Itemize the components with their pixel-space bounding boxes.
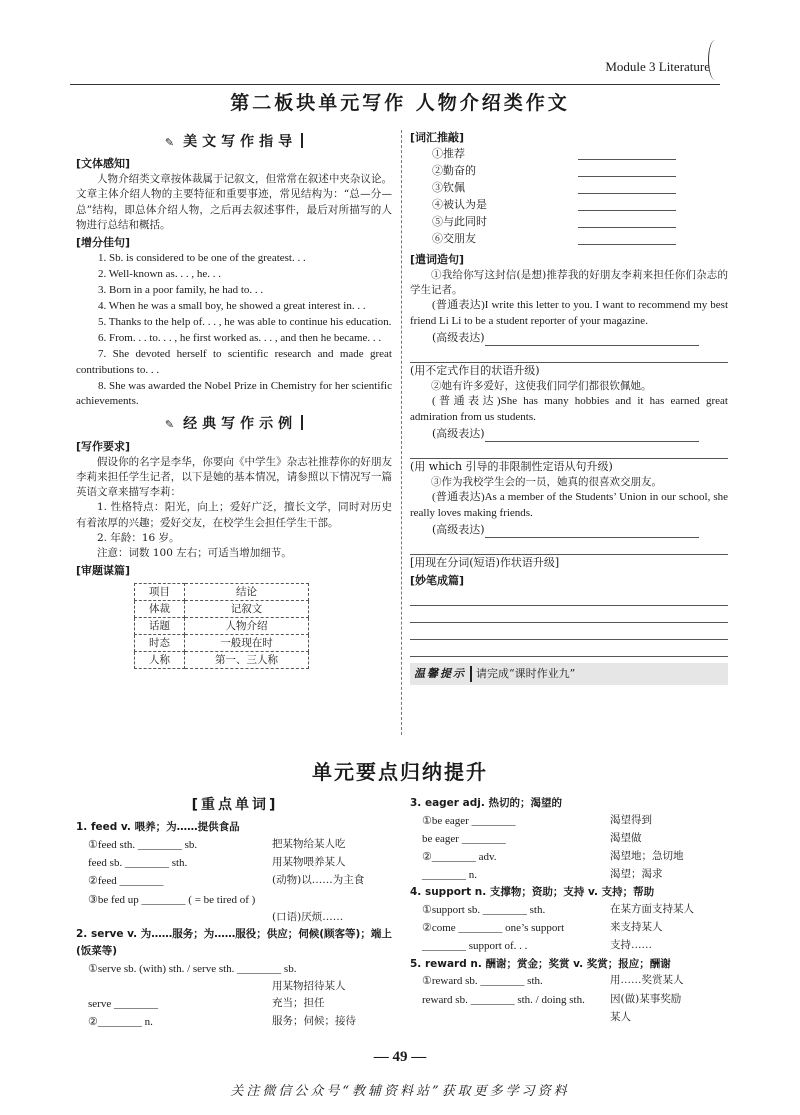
question-2: ②她有许多爱好，这使我们同学们都很钦佩她。 (431, 380, 652, 393)
header-ornament (708, 40, 722, 80)
entry-row: ②________ adv. 渴望地；急切地 (422, 850, 684, 864)
footer-promo: 关注微信公众号“教辅资料站”获取更多学习资料 (230, 1084, 570, 1099)
hint-3: [用现在分词(短语)作状语升级] (410, 556, 560, 570)
answer-line[interactable] (410, 538, 728, 555)
module-label: Module 3 Literature (605, 59, 710, 74)
answer-line[interactable] (410, 589, 728, 606)
answer-line[interactable] (410, 442, 728, 459)
entry-row: ①serve sb. (with) sth. / serve sth. ________ sb. (88, 962, 297, 975)
table-row: 体裁 记叙文 (135, 601, 309, 618)
question-1: ①我给你写这封信(是想)推荐我的好朋友李莉来担任你们杂志的学生记者。 (410, 268, 728, 297)
tag-planning: [审题谋篇] (76, 564, 131, 578)
sentence-7: 7. She devoted herself to scientific research and made great contributions to. . . (76, 347, 392, 376)
vocab-item: ⑥交朋友 (410, 231, 728, 248)
entry-support: 4. support n. 支撑物；资助；支持 v. 支持；帮助 (410, 886, 655, 899)
pen-icon: ✎ (164, 136, 180, 149)
entry-row: ①support sb. ________ sth. 在某方面支持某人 (422, 903, 694, 917)
blank-line[interactable] (578, 163, 676, 177)
table-row: 话题 人物介绍 (135, 618, 309, 635)
keywords-left (76, 795, 394, 1031)
pen-icon: ✎ (164, 418, 180, 432)
entry-row: be eager ________ 渴望做 (422, 831, 642, 845)
sentence-1: 1. Sb. is considered to be one of the greatest. . . (98, 252, 306, 265)
vocab-item: ①推荐 (410, 146, 728, 163)
question-3: ③作为我校学生会的一员，她真的很喜欢交朋友。 (431, 476, 662, 489)
page-title: 第二板块单元写作 人物介绍类作文 (230, 92, 570, 114)
blank-line[interactable] (578, 146, 676, 160)
answer-line[interactable] (410, 606, 728, 623)
blank-line[interactable] (578, 197, 676, 211)
vocab-item: ⑤与此同时 (410, 214, 728, 231)
table-row: 时态 一般现在时 (135, 635, 309, 652)
sentence-8: 8. She was awarded the Nobel Prize in Chemistry for her scientific achievements. (76, 379, 392, 408)
table-row: 项目 结论 (135, 584, 309, 601)
right-column (410, 128, 728, 685)
answer-line[interactable] (410, 346, 728, 363)
page-number: — 49 — (373, 1049, 427, 1065)
unit-summary-title: 单元要点归纳提升 (312, 760, 488, 784)
q3-advanced: (高级表达) (410, 522, 728, 538)
entry-row: ②________ n. 服务；伺候；接待 (88, 1015, 356, 1029)
requirement-paragraph: 假设你的名字是李华，你要向《中学生》杂志社推荐你的好朋友李莉来担任学生记者，以下是她的基本情况，请参照以下情况写一篇英语文章来描写李莉： (76, 455, 392, 499)
answer-line[interactable] (485, 334, 699, 346)
vocab-item: ③钦佩 (410, 180, 728, 197)
blank-line[interactable] (578, 214, 676, 228)
entry-serve: 2. serve v. 为……服务；为……服役；供应；伺候(顾客等)；端上(饭菜等) (76, 927, 392, 957)
vocab-item: ④被认为是 (410, 197, 728, 214)
column-divider (401, 130, 402, 735)
left-column (76, 128, 392, 669)
entry-row: ②feed ________ (动物)以……为主食 (88, 874, 365, 888)
tag-vocab: [词汇推敲] (410, 131, 465, 144)
sentence-4: 4. When he was a small boy, he showed a great interest in. . . (98, 299, 366, 312)
answer-line[interactable] (410, 623, 728, 640)
hint-2: (用 which 引导的非限制性定语从句升级) (410, 460, 613, 474)
keywords-right (410, 795, 728, 1026)
entry-row: ②come ________ one’s support 来支持某人 (422, 921, 663, 935)
q1-common: (普通表达)I write this letter to you. I want to recommend my best friend Li Li to be a student reporter of your magazine. (410, 299, 729, 328)
genre-paragraph: 人物介绍类文章按体裁属于记叙文，但常常在叙述中夹杂议论。文章主体介绍人物的主要特征和重要事迹，常见结构为：“总—分—总”结构，即总体介绍人物，之后再去叙述事件，最后对所描写的人物进行总结和概括。 (76, 173, 392, 231)
entry-row: (口语)厌烦…… (272, 910, 344, 923)
answer-line[interactable] (410, 640, 728, 657)
answer-line[interactable] (485, 526, 699, 538)
q2-common: (普通表达)She has many hobbies and it has earned great admiration from us students. (410, 395, 728, 424)
table-row: 人称 第一、三人称 (135, 652, 309, 669)
sentence-6: 6. From. . . to. . . , he first worked as. . . , and then he became. . . (98, 331, 382, 344)
q3-common: (普通表达)As a member of the Students’ Union in our school, she really loves making friends. (410, 491, 729, 520)
vocab-item: ②勤奋的 (410, 163, 728, 180)
keywords-heading: [重点单词] (191, 797, 279, 813)
tag-sentence-building: [遣词造句] (410, 252, 465, 266)
blank-line[interactable] (578, 180, 676, 194)
hint-1: (用不定式作目的状语升级) (410, 364, 540, 378)
entry-feed: 1. feed v. 喂养；为……提供食品 (76, 821, 240, 834)
entry-row: ①reward sb. ________ sth. 用……奖赏某人 (422, 974, 684, 988)
tag-sentences: [增分佳句] (76, 236, 131, 250)
entry-row: ①be eager ________ 渴望得到 (422, 813, 652, 827)
requirement-note: 注意：词数 100 左右；可适当增加细节。 (97, 546, 292, 559)
sentence-2: 2. Well-known as. . . , he. . . (98, 267, 221, 280)
tag-composition: [妙笔成篇] (410, 574, 465, 587)
entry-row: serve ________ 充当；担任 (88, 997, 325, 1011)
requirement-item-2: 2. 年龄：16 岁。 (97, 531, 180, 544)
entry-row: 用某物招待某人 (272, 979, 346, 992)
answer-line[interactable] (485, 430, 699, 442)
tip-banner: 温馨提示 请完成“课时作业九” (410, 663, 728, 685)
q1-advanced: (高级表达) (410, 330, 728, 346)
entry-row: ________ support of. . . 支持…… (422, 939, 652, 953)
entry-row: ③be fed up ________ ( = be tired of ) (88, 893, 256, 906)
entry-eager: 3. eager adj. 热切的；渴望的 (410, 797, 562, 809)
sentence-5: 5. Thanks to the help of. . . , he was able to continue his education. (98, 315, 392, 328)
header-rule (70, 84, 720, 85)
section-heading-example: ✎ 经典写作示例 (76, 414, 392, 434)
blank-line[interactable] (578, 231, 676, 245)
tag-requirements: [写作要求] (76, 439, 131, 453)
section-heading-guide: ✎ 美文写作指导 (76, 132, 392, 152)
entry-reward: 5. reward n. 酬谢；赏金；奖赏 v. 奖赏；报应；酬谢 (410, 957, 671, 970)
q2-advanced: (高级表达) (410, 426, 728, 442)
requirement-item-1: 1. 性格特点：阳光，向上；爱好广泛，擅长文学，同时对历史有着浓厚的兴趣；爱好交友，在校学生会担任学生干部。 (76, 501, 392, 529)
planning-table (134, 583, 309, 669)
entry-row: feed sb. ________ sth. 用某物喂养某人 (88, 856, 346, 870)
entry-row: ①feed sth. ________ sb. 把某物给某人吃 (88, 838, 346, 852)
entry-row: reward sb. ________ sth. / doing sth. 因(做)某事奖励 (422, 992, 682, 1006)
entry-row: ________ n. 渴望；渴求 (422, 868, 663, 882)
tag-genre: [文体感知] (76, 157, 131, 171)
sentence-3: 3. Born in a poor family, he had to. . . (98, 283, 264, 296)
entry-row: 某人 (610, 1010, 631, 1023)
